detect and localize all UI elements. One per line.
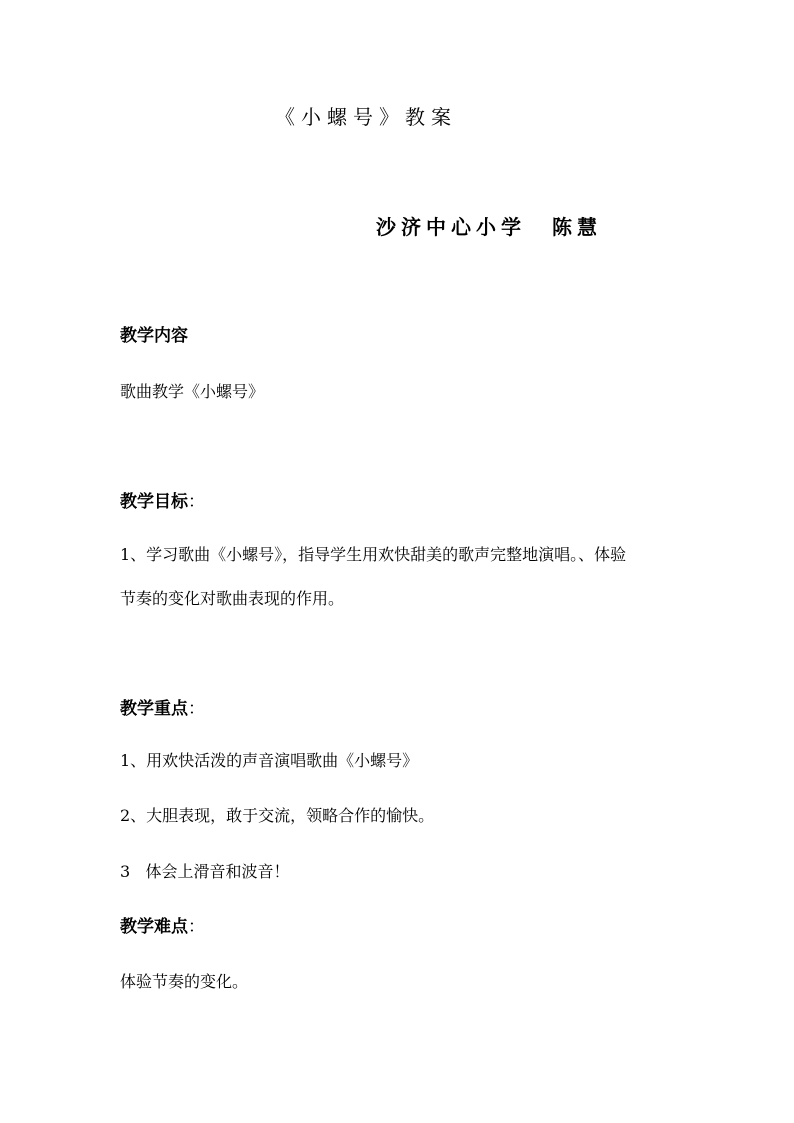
objectives-heading-text: 教学目标 <box>120 492 188 512</box>
key-points-heading-text: 教学重点 <box>120 699 188 719</box>
key-points-heading-colon: ： <box>188 699 205 719</box>
author-name: 陈慧 <box>552 215 602 239</box>
key-points-line-3: 3 体会上滑音和波音！ <box>120 862 290 881</box>
objectives-line-1: 1、学习歌曲《小螺号》，指导学生用欢快甜美的歌声完整地演唱。、体验 <box>120 545 627 564</box>
objectives-line-2: 节奏的变化对歌曲表现的作用。 <box>120 589 345 608</box>
objectives-heading-colon: ： <box>188 492 205 512</box>
key-points-line-2: 2、大胆表现，敢于交流，领略合作的愉快。 <box>120 806 435 825</box>
author-line <box>376 217 602 237</box>
section-heading-content: 教学内容 <box>120 326 188 346</box>
section-heading-key-points <box>120 701 205 718</box>
key-points-line-1: 1、用欢快活泼的声音演唱歌曲《小螺号》 <box>120 751 419 770</box>
author-school: 沙济中心小学 <box>376 215 526 239</box>
difficulties-heading-colon: ： <box>188 917 205 937</box>
content-line-1: 歌曲教学《小螺号》 <box>120 382 265 401</box>
difficulties-heading-text: 教学难点 <box>120 917 188 937</box>
document-title: 《小螺号》教案 <box>275 105 457 129</box>
difficulties-line-1: 体验节奏的变化。 <box>120 972 249 991</box>
section-heading-objectives <box>120 494 205 511</box>
section-heading-difficulties <box>120 919 205 936</box>
